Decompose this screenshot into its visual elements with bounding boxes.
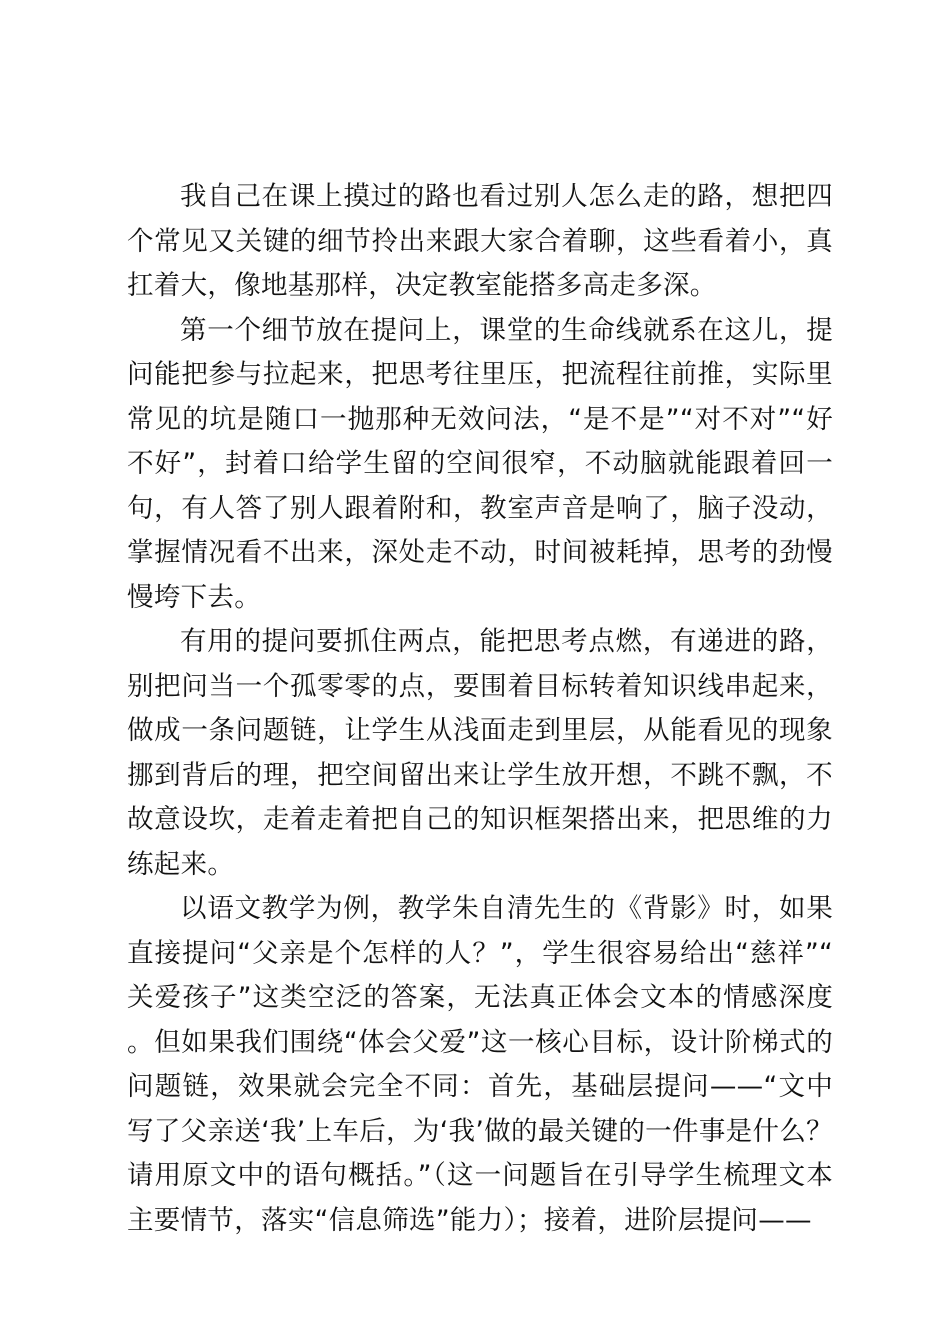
paragraph-intro: 我自己在课上摸过的路也看过别人怎么走的路，想把四个常见又关键的细节拎出来跟大家合着聊，这些看着小，真扛着大，像地基那样，决定教室能搭多高走多深。 [127,181,833,301]
paragraph-chinese-example: 以语文教学为例，教学朱自清先生的《背影》时，如果直接提问“父亲是个怎样的人？”，学生很容易给出“慈祥”“关爱孩子”这类空泛的答案，无法真正体会文本的情感深度。但如果我们围绕“体会父爱”这一核心目标，设计阶梯式的问题链，效果就会完全不同：首先，基础层提问——“文中写了父亲送‘我’上车后，为‘我’做的最关键的一件事是什么？请用原文中的语句概括。”（这一问题旨在引导学生梳理文本主要情节，落实“信息筛选”能力）；接着，进阶层提问—— [127,893,833,1236]
document-body [127,175,833,1243]
paragraph-effective-questioning: 有用的提问要抓住两点，能把思考点燃，有递进的路，别把问当一个孤零零的点，要围着目标转着知识线串起来，做成一条问题链，让学生从浅面走到里层，从能看见的现象挪到背后的理，把空间留出来让学生放开想，不跳不飘，不故意设坎，走着走着把自己的知识框架搭出来，把思维的力练起来。 [127,626,833,880]
paragraph-questioning-problem: 第一个细节放在提问上，课堂的生命线就系在这儿，提问能把参与拉起来，把思考往里压，把流程往前推，实际里常见的坑是随口一抛那种无效问法，“是不是”“对不对”“好不好”，封着口给学生留的空间很窄，不动脑就能跟着回一句，有人答了别人跟着附和，教室声音是响了，脑子没动，掌握情况看不出来，深处走不动，时间被耗掉，思考的劲慢慢垮下去。 [127,314,833,613]
